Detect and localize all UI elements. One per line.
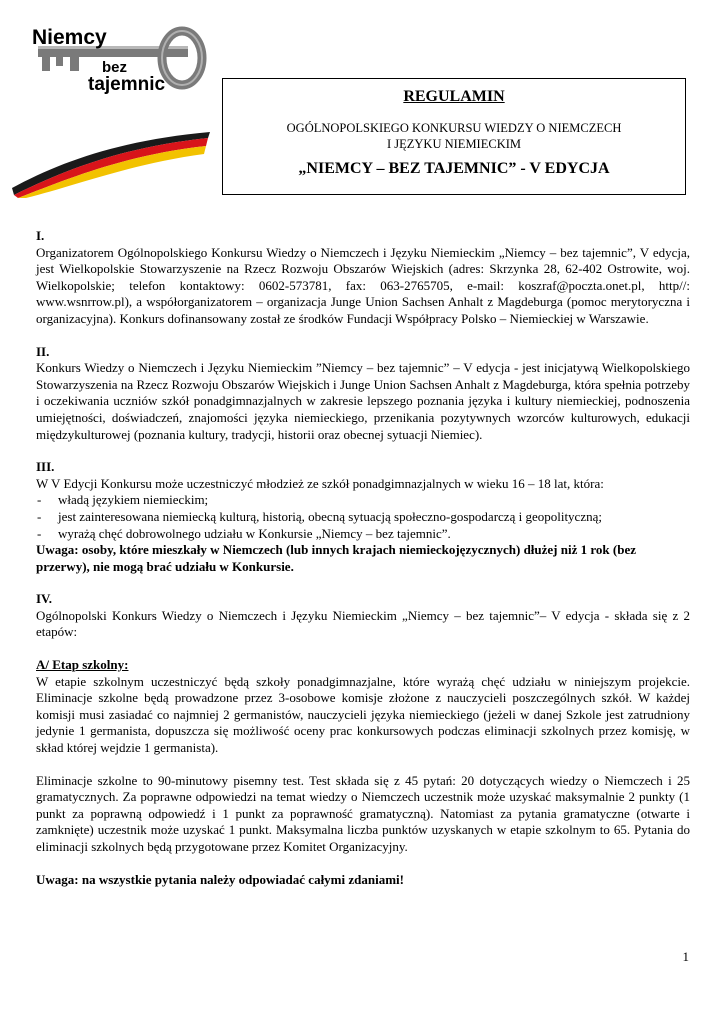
stage-a [36,657,690,757]
stage-a-paragraph-2: Eliminacje szkolne to 90-minutowy pisemny test. Test składa się z 45 pytań: 20 dotyczących wiedzy o Niemczech i 25 gramatycznych. Za poprawne odpowiedzi na temat wiedzy o Niemczech uczestnik może uzyskać maksymalnie 2 punkty (1 punkt za poprawną odpowiedź i 1 punkt za poprawność gramatyczną). Natomiast za pytania gramatyczne (otwarte i zamknięte) uczestnik może uzyskać 1 punkt. Maksymalna liczba punktów uzyskanych w etapie szkolnym to 65. Pytania do eliminacji szkolnych będą przygotowane przez Komitet Organizacyjny. [36,772,690,854]
section-number: III. [36,459,55,475]
stage-a-paragraph-1: W etapie szkolnym uczestniczyć będą szkoły ponadgimnazjalne, które wyrażą chęć udziału w niniejszym projekcie. Eliminacje szkolne będą prowadzone przez 3-osobowe komisje złożone z nauczycieli poszczególnych szkół. W każdej komisji musi zasiadać co najmniej 2 germanistów, nauczycieli języka niemieckiego (jeżeli w danej Szkole jest zatrudniony jedynie 1 germanista, dopuszcza się możliwość oceny prac konkursowych podczas eliminacji szkolnych przez komisję, w skład której wejdzie 1 germanista). [36,673,690,756]
logo-word-tajemnic: tajemnic [88,74,166,95]
subtitle-line-1: OGÓLNOPOLSKIEGO KONKURSU WIEDZY O NIEMCZECH [286,121,622,135]
section-intro: W V Edycji Konkursu może uczestniczyć młodzież ze szkół ponadgimnazjalnych w wieku 16 – 18 lat, która: [36,475,604,491]
subtitle-line-2: I JĘZYKU NIEMIECKIM [386,137,521,151]
subtitle [223,120,685,152]
section-text: Organizatorem Ogólnopolskiego Konkursu Wiedzy o Niemczech i Języku Niemieckim „Niemcy – bez tajemnic”, V edycja, jest Wielkopolskie Stowarzyszenie na Rzecz Rozwoju Obszarów Wiejskich (adres: Skrzynka 28, 62-402 Ostrowite, woj. Wielkopolskie; telefon kontaktowy: 0602-573781, fax: 063-2765705, e-mail: koszraf@poczta.onet.pl, http//: www.wsnrrow.pl), a współorganizatorem – organizacja Junge Union Sachsen Anhalt z Magdeburga (pomoc merytoryczna i organizacyjna). Konkurs dofinansowany został ze środków Fundacji Współpracy Polsko – Niemieckiej w Warszawie. [36,244,690,326]
title-box [222,78,686,195]
section-number: IV. [36,591,53,607]
stage-a-heading: A/ Etap szkolny: [36,657,129,673]
logo-word-bez: bez [102,59,128,76]
list-item: - jest zainteresowana niemiecką kulturą, historią, obecną sytuacją społeczno-gospodarczą i geopolityczną; [36,509,690,526]
edition-title: „NIEMCY – BEZ TAJEMNIC” - V EDYCJA [298,160,610,177]
page-number: 1 [682,949,689,964]
eligibility-list [36,492,690,542]
section-number: I. [36,228,45,243]
document-body [36,228,690,888]
list-item: - władą językiem niemieckim; [36,492,690,509]
document-title: REGULAMIN [403,88,505,105]
section-2 [36,344,690,444]
logo [10,20,215,198]
eligibility-warning: Uwaga: osoby, które mieszkały w Niemczech (lub innych krajach niemieckojęzycznych) dłużej niż 1 rok (bez przerwy), nie mogą brać udziału w Konkursie. [36,542,636,574]
section-3 [36,459,690,575]
list-item: - wyrażą chęć dobrowolnego udziału w Konkursie „Niemcy – bez tajemnic”. [36,526,690,543]
section-text: Ogólnopolski Konkurs Wiedzy o Niemczech i Języku Niemieckim „Niemcy – bez tajemnic”– V edycja - składa się z 2 etapów: [36,607,690,640]
section-1 [36,228,690,328]
section-text: Konkurs Wiedzy o Niemczech i Języku Niemieckim ”Niemcy – bez tajemnic” – V edycja - jest inicjatywą Wielkopolskiego Stowarzyszenia na Rzecz Rozwoju Obszarów Wiejskich i Junge Union Sachsen Anhalt z Magdeburga, która spełnia potrzeby i oczekiwania uczniów szkół ponadgimnazjalnych w zakresie lepszego poznania języka i kultury niemieckiej, podnoszenia umiejętności, doświadczeń, znajomości języka niemieckiego, przenikania pozytywnych wzorców kulturowych, edukacji międzykulturowej (poznania kultury, tradycji, historii oraz obecnej sytuacji Niemiec). [36,360,690,442]
stage-a-test [36,773,690,856]
section-4 [36,591,690,641]
logo-word-niemcy: Niemcy [32,26,107,49]
section-number: II. [36,343,50,359]
answer-note: Uwaga: na wszystkie pytania należy odpowiadać całymi zdaniami! [36,871,404,887]
